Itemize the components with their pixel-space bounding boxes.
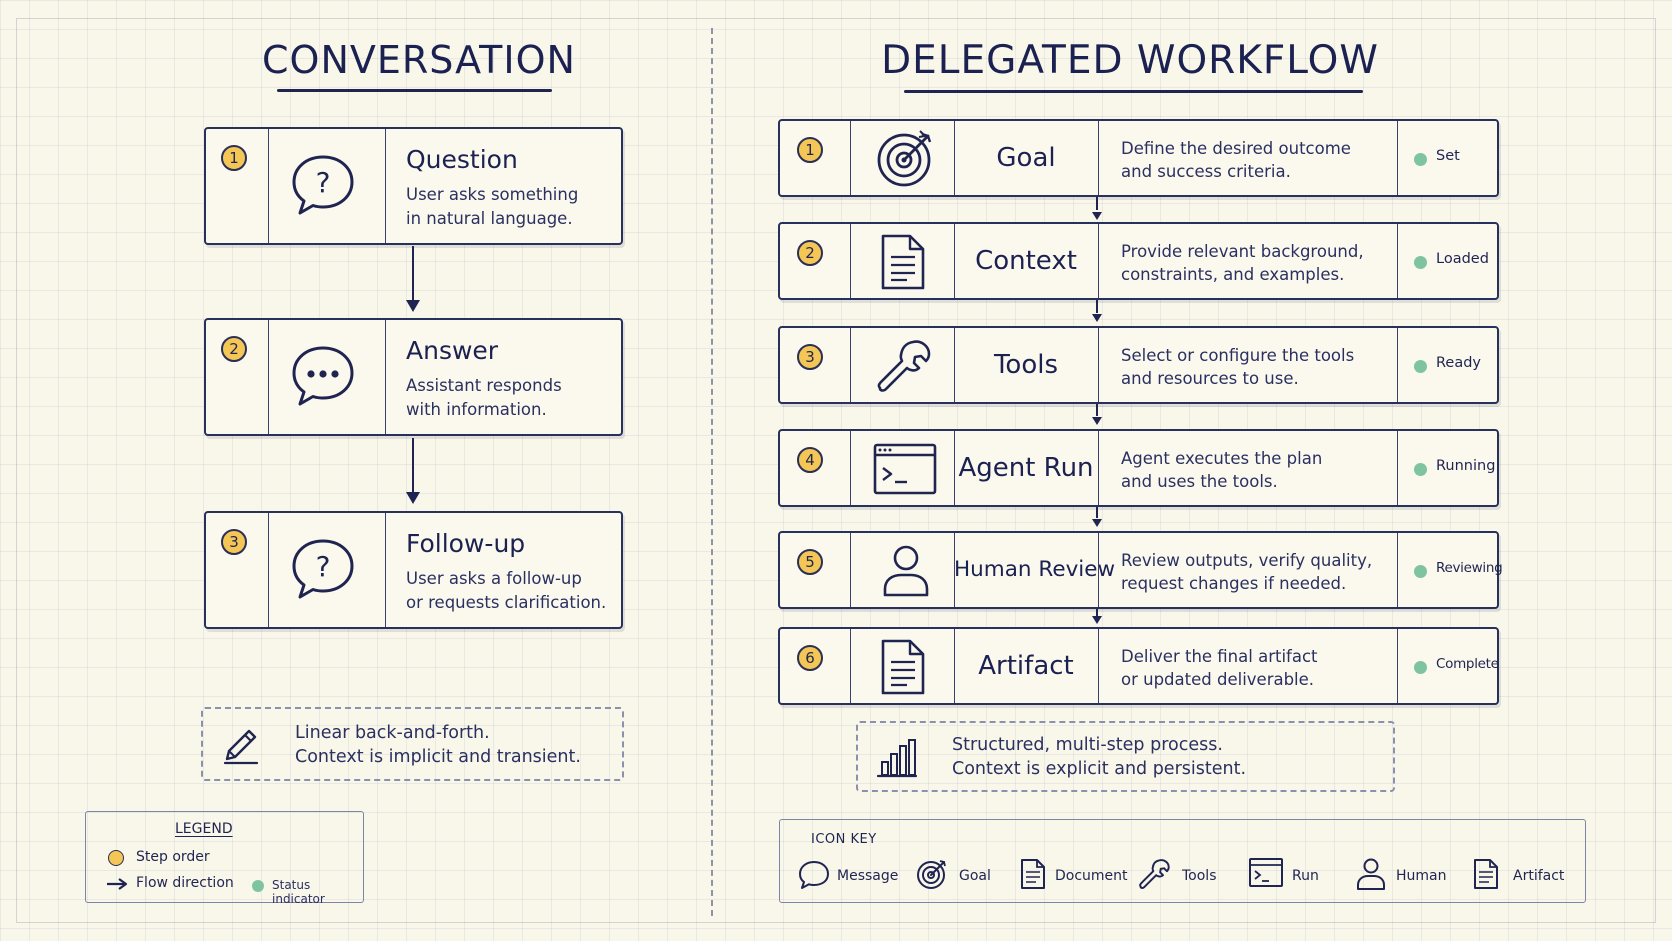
- workflow-step-artifact: [778, 627, 1499, 705]
- step-description: Assistant responds with information.: [406, 376, 562, 419]
- step-title: Tools: [993, 350, 1059, 380]
- step-title: Question: [406, 145, 518, 174]
- step-status: Running: [1436, 458, 1496, 474]
- row-divider: [1397, 431, 1398, 505]
- step-title: Context: [975, 246, 1077, 276]
- wrench-icon: [1139, 858, 1171, 890]
- document-icon: [880, 233, 926, 291]
- terminal-icon: [1249, 858, 1283, 888]
- step-description: User asks a follow-up or requests clarification.: [406, 569, 607, 612]
- workflow-title-underline: [904, 90, 1363, 93]
- person-icon: [881, 544, 931, 598]
- pencil-icon: [221, 725, 261, 765]
- flow-arrow-line: [1096, 609, 1098, 616]
- row-divider: [850, 431, 851, 505]
- row-divider: [1098, 629, 1099, 703]
- row-divider: [1098, 121, 1099, 195]
- icon-key-label: Goal: [959, 868, 991, 884]
- row-divider: [850, 328, 851, 402]
- flow-arrow-line: [1096, 197, 1098, 210]
- step-description: Select or configure the tools and resources to use.: [1121, 346, 1355, 388]
- row-divider: [1397, 121, 1398, 195]
- row-divider: [1397, 328, 1398, 402]
- step-title: Follow-up: [406, 529, 526, 558]
- wrench-icon: [877, 338, 933, 394]
- document-icon: [1473, 858, 1499, 890]
- flow-arrow-head: [1092, 212, 1102, 220]
- flow-arrow-head: [406, 300, 420, 312]
- workflow-title: DELEGATED WORKFLOW: [881, 38, 1379, 83]
- icon-key-label: Message: [837, 868, 899, 884]
- row-divider: [1098, 224, 1099, 298]
- step-badge: 2: [221, 336, 247, 362]
- conversation-step-follow-up: [204, 511, 623, 629]
- icon-key-label: Artifact: [1513, 868, 1565, 884]
- conversation-title-underline: [277, 89, 552, 92]
- step-badge: 3: [797, 344, 823, 370]
- conversation-note-text: Linear back-and-forth. Context is implicit and transient.: [295, 723, 581, 767]
- document-icon: [880, 638, 926, 696]
- conversation-step-answer: [204, 318, 623, 436]
- row-divider: [1098, 328, 1099, 402]
- row-divider: [1397, 224, 1398, 298]
- legend-title: LEGEND: [175, 821, 233, 837]
- card-divider: [385, 320, 386, 434]
- workflow-step-human-review: [778, 531, 1503, 609]
- card-divider: [268, 513, 269, 627]
- message-icon: [798, 858, 830, 890]
- icon-key-title: ICON KEY: [811, 832, 877, 847]
- status-dot: [1414, 565, 1427, 578]
- status-dot: [1414, 463, 1427, 476]
- step-status: Loaded: [1436, 251, 1489, 267]
- status-dot: [1414, 661, 1427, 674]
- legend-step-order-label: Step order: [136, 849, 210, 865]
- workflow-step-agent-run: [778, 429, 1499, 507]
- row-divider: [850, 629, 851, 703]
- step-badge: 1: [221, 145, 247, 171]
- card-divider: [268, 320, 269, 434]
- terminal-icon: [873, 443, 937, 495]
- step-title: Artifact: [978, 651, 1074, 681]
- row-divider: [1397, 533, 1398, 607]
- icon-key-label: Human: [1396, 868, 1447, 884]
- step-description: Provide relevant background, constraints, and examples.: [1121, 242, 1364, 284]
- conversation-title: CONVERSATION: [262, 38, 576, 82]
- column-divider: [711, 28, 713, 916]
- icon-key: [779, 819, 1586, 903]
- step-order-swatch: [108, 850, 124, 866]
- step-status: Complete: [1436, 656, 1499, 672]
- row-divider: [850, 224, 851, 298]
- document-icon: [1020, 858, 1046, 890]
- flow-arrow-line: [1096, 507, 1098, 518]
- status-dot: [1414, 360, 1427, 373]
- step-description: Agent executes the plan and uses the tools.: [1121, 449, 1323, 491]
- status-dot: [1414, 256, 1427, 269]
- target-icon: [876, 128, 936, 188]
- step-badge: 3: [221, 529, 247, 555]
- card-divider: [385, 513, 386, 627]
- flow-arrow-head: [406, 492, 420, 504]
- step-title: Agent Run: [958, 453, 1094, 483]
- workflow-step-goal: [778, 119, 1499, 197]
- flow-arrow-head: [1092, 314, 1102, 322]
- question-bubble-icon: [290, 537, 356, 603]
- status-indicator-swatch: [252, 880, 264, 892]
- card-divider: [385, 129, 386, 243]
- flow-arrow-line: [412, 438, 414, 493]
- svg-text:?: ?: [315, 550, 331, 583]
- icon-key-label: Document: [1055, 868, 1128, 884]
- step-status: Set: [1436, 148, 1460, 164]
- legend-flow-direction-label: Flow direction: [136, 875, 234, 891]
- row-divider: [1397, 629, 1398, 703]
- row-divider: [850, 533, 851, 607]
- row-divider: [1098, 431, 1099, 505]
- conversation-step-question: [204, 127, 623, 245]
- step-status: Ready: [1436, 355, 1482, 371]
- flow-arrow-line: [1096, 300, 1098, 313]
- target-icon: [916, 858, 948, 890]
- step-status: Reviewing: [1436, 560, 1503, 576]
- step-title: Answer: [406, 336, 499, 365]
- workflow-step-context: [778, 222, 1499, 300]
- flow-arrow-line: [412, 246, 414, 301]
- workflow-note: [856, 721, 1395, 792]
- step-description: Deliver the final artifact or updated deliverable.: [1121, 647, 1318, 689]
- person-icon: [1356, 858, 1386, 890]
- step-description: User asks something in natural language.: [406, 185, 579, 228]
- step-badge: 6: [797, 645, 823, 671]
- step-title: Human Review: [954, 557, 1116, 582]
- flow-arrow-head: [1092, 616, 1102, 624]
- step-badge: 2: [797, 240, 823, 266]
- flow-arrow-head: [1092, 519, 1102, 527]
- step-badge: 4: [797, 447, 823, 473]
- workflow-note-text: Structured, multi-step process. Context is explicit and persistent.: [952, 735, 1247, 779]
- legend: [85, 811, 364, 906]
- legend-status-indicator-label: Status indicator: [272, 878, 325, 906]
- ellipsis-bubble-icon: [290, 344, 356, 410]
- step-badge: 5: [797, 549, 823, 575]
- flow-arrow-line: [1096, 404, 1098, 416]
- step-description: Define the desired outcome and success criteria.: [1121, 139, 1351, 181]
- question-bubble-icon: [290, 153, 356, 219]
- svg-text:?: ?: [315, 166, 331, 199]
- icon-key-label: Tools: [1182, 868, 1217, 884]
- conversation-note: [201, 707, 624, 781]
- step-title: Goal: [996, 143, 1056, 173]
- step-badge: 1: [797, 137, 823, 163]
- row-divider: [1098, 533, 1099, 607]
- step-description: Review outputs, verify quality, request changes if needed.: [1121, 551, 1373, 593]
- flow-arrow-head: [1092, 417, 1102, 425]
- card-divider: [268, 129, 269, 243]
- status-dot: [1414, 153, 1427, 166]
- workflow-step-tools: [778, 326, 1499, 404]
- row-divider: [850, 121, 851, 195]
- flow-direction-arrow-icon: [106, 878, 128, 890]
- bar-chart-icon: [876, 738, 918, 778]
- icon-key-label: Run: [1292, 868, 1319, 884]
